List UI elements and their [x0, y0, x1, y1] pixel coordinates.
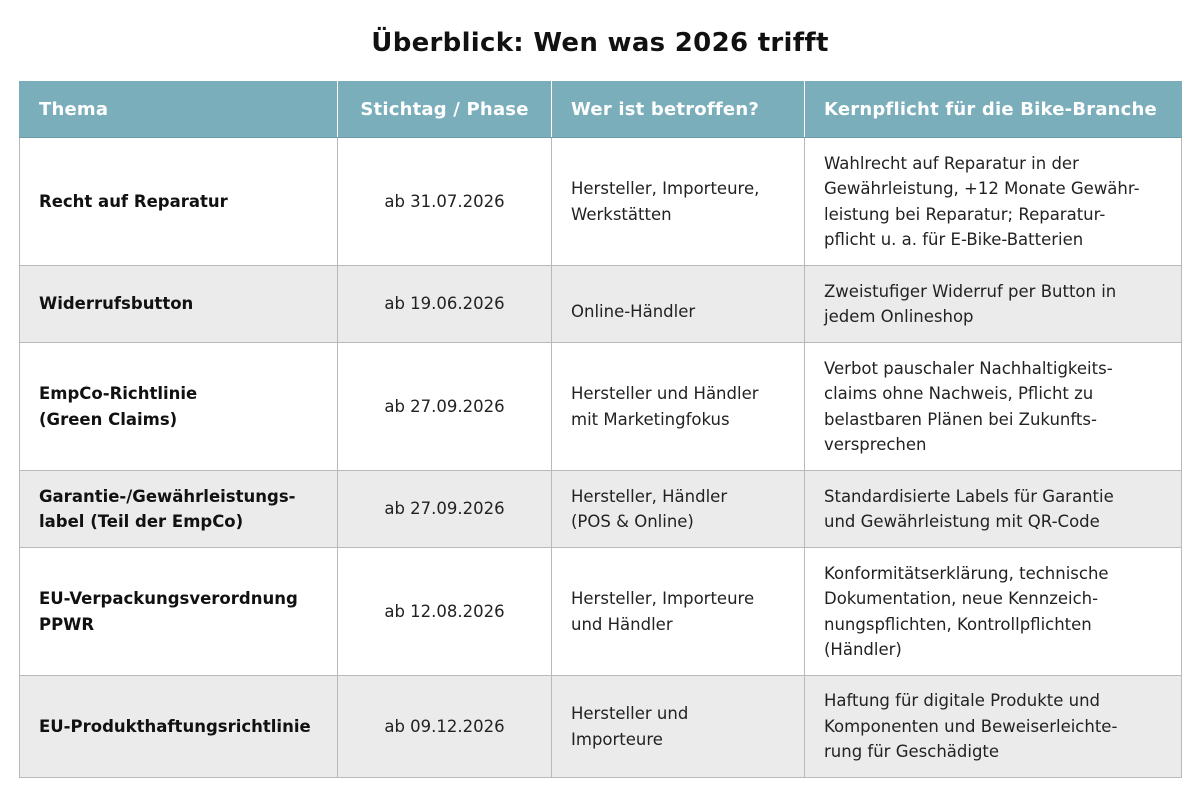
duty-line: Verbot pauschaler Nachhaltigkeits-	[824, 358, 1113, 378]
topic-line: Garantie-/Gewährleistungs-	[39, 486, 296, 506]
duty-line: belastbaren Plänen bei Zukunfts-	[824, 409, 1097, 429]
affected-line: Hersteller und Händler	[571, 384, 759, 403]
affected-line: Importeure	[571, 729, 663, 749]
duty-cell	[805, 343, 1182, 471]
topic-cell	[20, 266, 338, 343]
duty-line: und Gewährleistung mit QR-Code	[824, 512, 1100, 531]
topic-line: Widerrufsbutton	[39, 294, 194, 314]
table-row	[20, 343, 1182, 471]
deadline-cell: ab 12.08.2026	[338, 548, 552, 676]
affected-cell	[552, 471, 805, 548]
duty-line: Wahlrecht auf Reparatur in der	[824, 153, 1079, 173]
affected-cell	[552, 548, 805, 676]
topic-line: EmpCo-Richtlinie	[39, 384, 198, 403]
duty-cell	[805, 676, 1182, 778]
duty-line: Zweistufiger Widerruf per Button in	[824, 281, 1117, 301]
topic-line: EU-Produkthaftungsrichtlinie	[39, 716, 311, 736]
duty-line: claims ohne Nachweis, Pflicht zu	[824, 384, 1094, 403]
duty-line: leistung bei Reparatur; Reparatur-	[824, 204, 1106, 224]
duty-cell	[805, 548, 1182, 676]
affected-line: und Händler	[571, 614, 673, 634]
deadline-cell: ab 09.12.2026	[338, 676, 552, 778]
duty-cell	[805, 138, 1182, 266]
affected-line: Hersteller, Händler	[571, 486, 728, 506]
duty-cell	[805, 471, 1182, 548]
header-affected: Wer ist betroffen?	[552, 81, 805, 138]
header-topic: Thema	[20, 81, 338, 138]
duty-line: Dokumentation, neue Kennzeich-	[824, 589, 1099, 608]
duty-line: Gewährleistung, +12 Monate Gewähr-	[824, 179, 1140, 198]
duty-line: rung für Geschädigte	[824, 742, 1000, 762]
deadline-cell: ab 27.09.2026	[338, 471, 552, 548]
affected-cell	[552, 343, 805, 471]
topic-cell	[20, 548, 338, 676]
duty-line: Haftung für digitale Produkte und	[824, 691, 1101, 711]
table-row	[20, 138, 1182, 266]
topic-line: (Green Claims)	[39, 409, 178, 429]
duty-line: Standardisierte Labels für Garantie	[824, 486, 1114, 506]
topic-cell	[20, 676, 338, 778]
affected-line: Online-Händler	[571, 302, 696, 322]
duty-line: nungspflichten, Kontrollpflichten	[824, 614, 1092, 634]
deadline-cell: ab 27.09.2026	[338, 343, 552, 471]
duty-line: Komponenten und Beweiserleichte-	[824, 716, 1118, 736]
topic-line: PPWR	[39, 614, 95, 634]
affected-cell	[552, 676, 805, 778]
affected-line: Hersteller und	[571, 704, 689, 723]
duty-line: jedem Onlineshop	[824, 307, 974, 326]
header-deadline: Stichtag / Phase	[338, 81, 552, 138]
duty-line: (Händler)	[824, 640, 902, 659]
affected-line: mit Marketingfokus	[571, 409, 730, 429]
affected-cell	[552, 138, 805, 266]
deadline-cell: ab 31.07.2026	[338, 138, 552, 266]
affected-line: Hersteller, Importeure,	[571, 179, 760, 198]
topic-line: EU-Verpackungsverordnung	[39, 589, 298, 608]
table-header-row	[20, 81, 1182, 138]
table-row	[20, 676, 1182, 778]
header-duty: Kernpflicht für die Bike-Branche	[805, 81, 1182, 138]
topic-line: label (Teil der EmpCo)	[39, 512, 244, 531]
table-row	[20, 471, 1182, 548]
topic-line: Recht auf Reparatur	[39, 191, 228, 211]
table-row	[20, 266, 1182, 343]
topic-cell	[20, 343, 338, 471]
affected-line: (POS & Online)	[571, 512, 694, 531]
overview-table	[19, 81, 1182, 778]
duty-line: pflicht u. a. für E-Bike-Batterien	[824, 230, 1084, 249]
duty-line: Konformitätserklärung, technische	[824, 563, 1109, 583]
affected-cell	[552, 266, 805, 343]
topic-cell	[20, 471, 338, 548]
deadline-cell: ab 19.06.2026	[338, 266, 552, 343]
affected-line: Hersteller, Importeure	[571, 589, 755, 608]
affected-line: Werkstätten	[571, 204, 672, 224]
duty-line: versprechen	[824, 435, 927, 454]
duty-cell	[805, 266, 1182, 343]
topic-cell	[20, 138, 338, 266]
page-title: Überblick: Wen was 2026 trifft	[371, 28, 829, 58]
table-row	[20, 548, 1182, 676]
